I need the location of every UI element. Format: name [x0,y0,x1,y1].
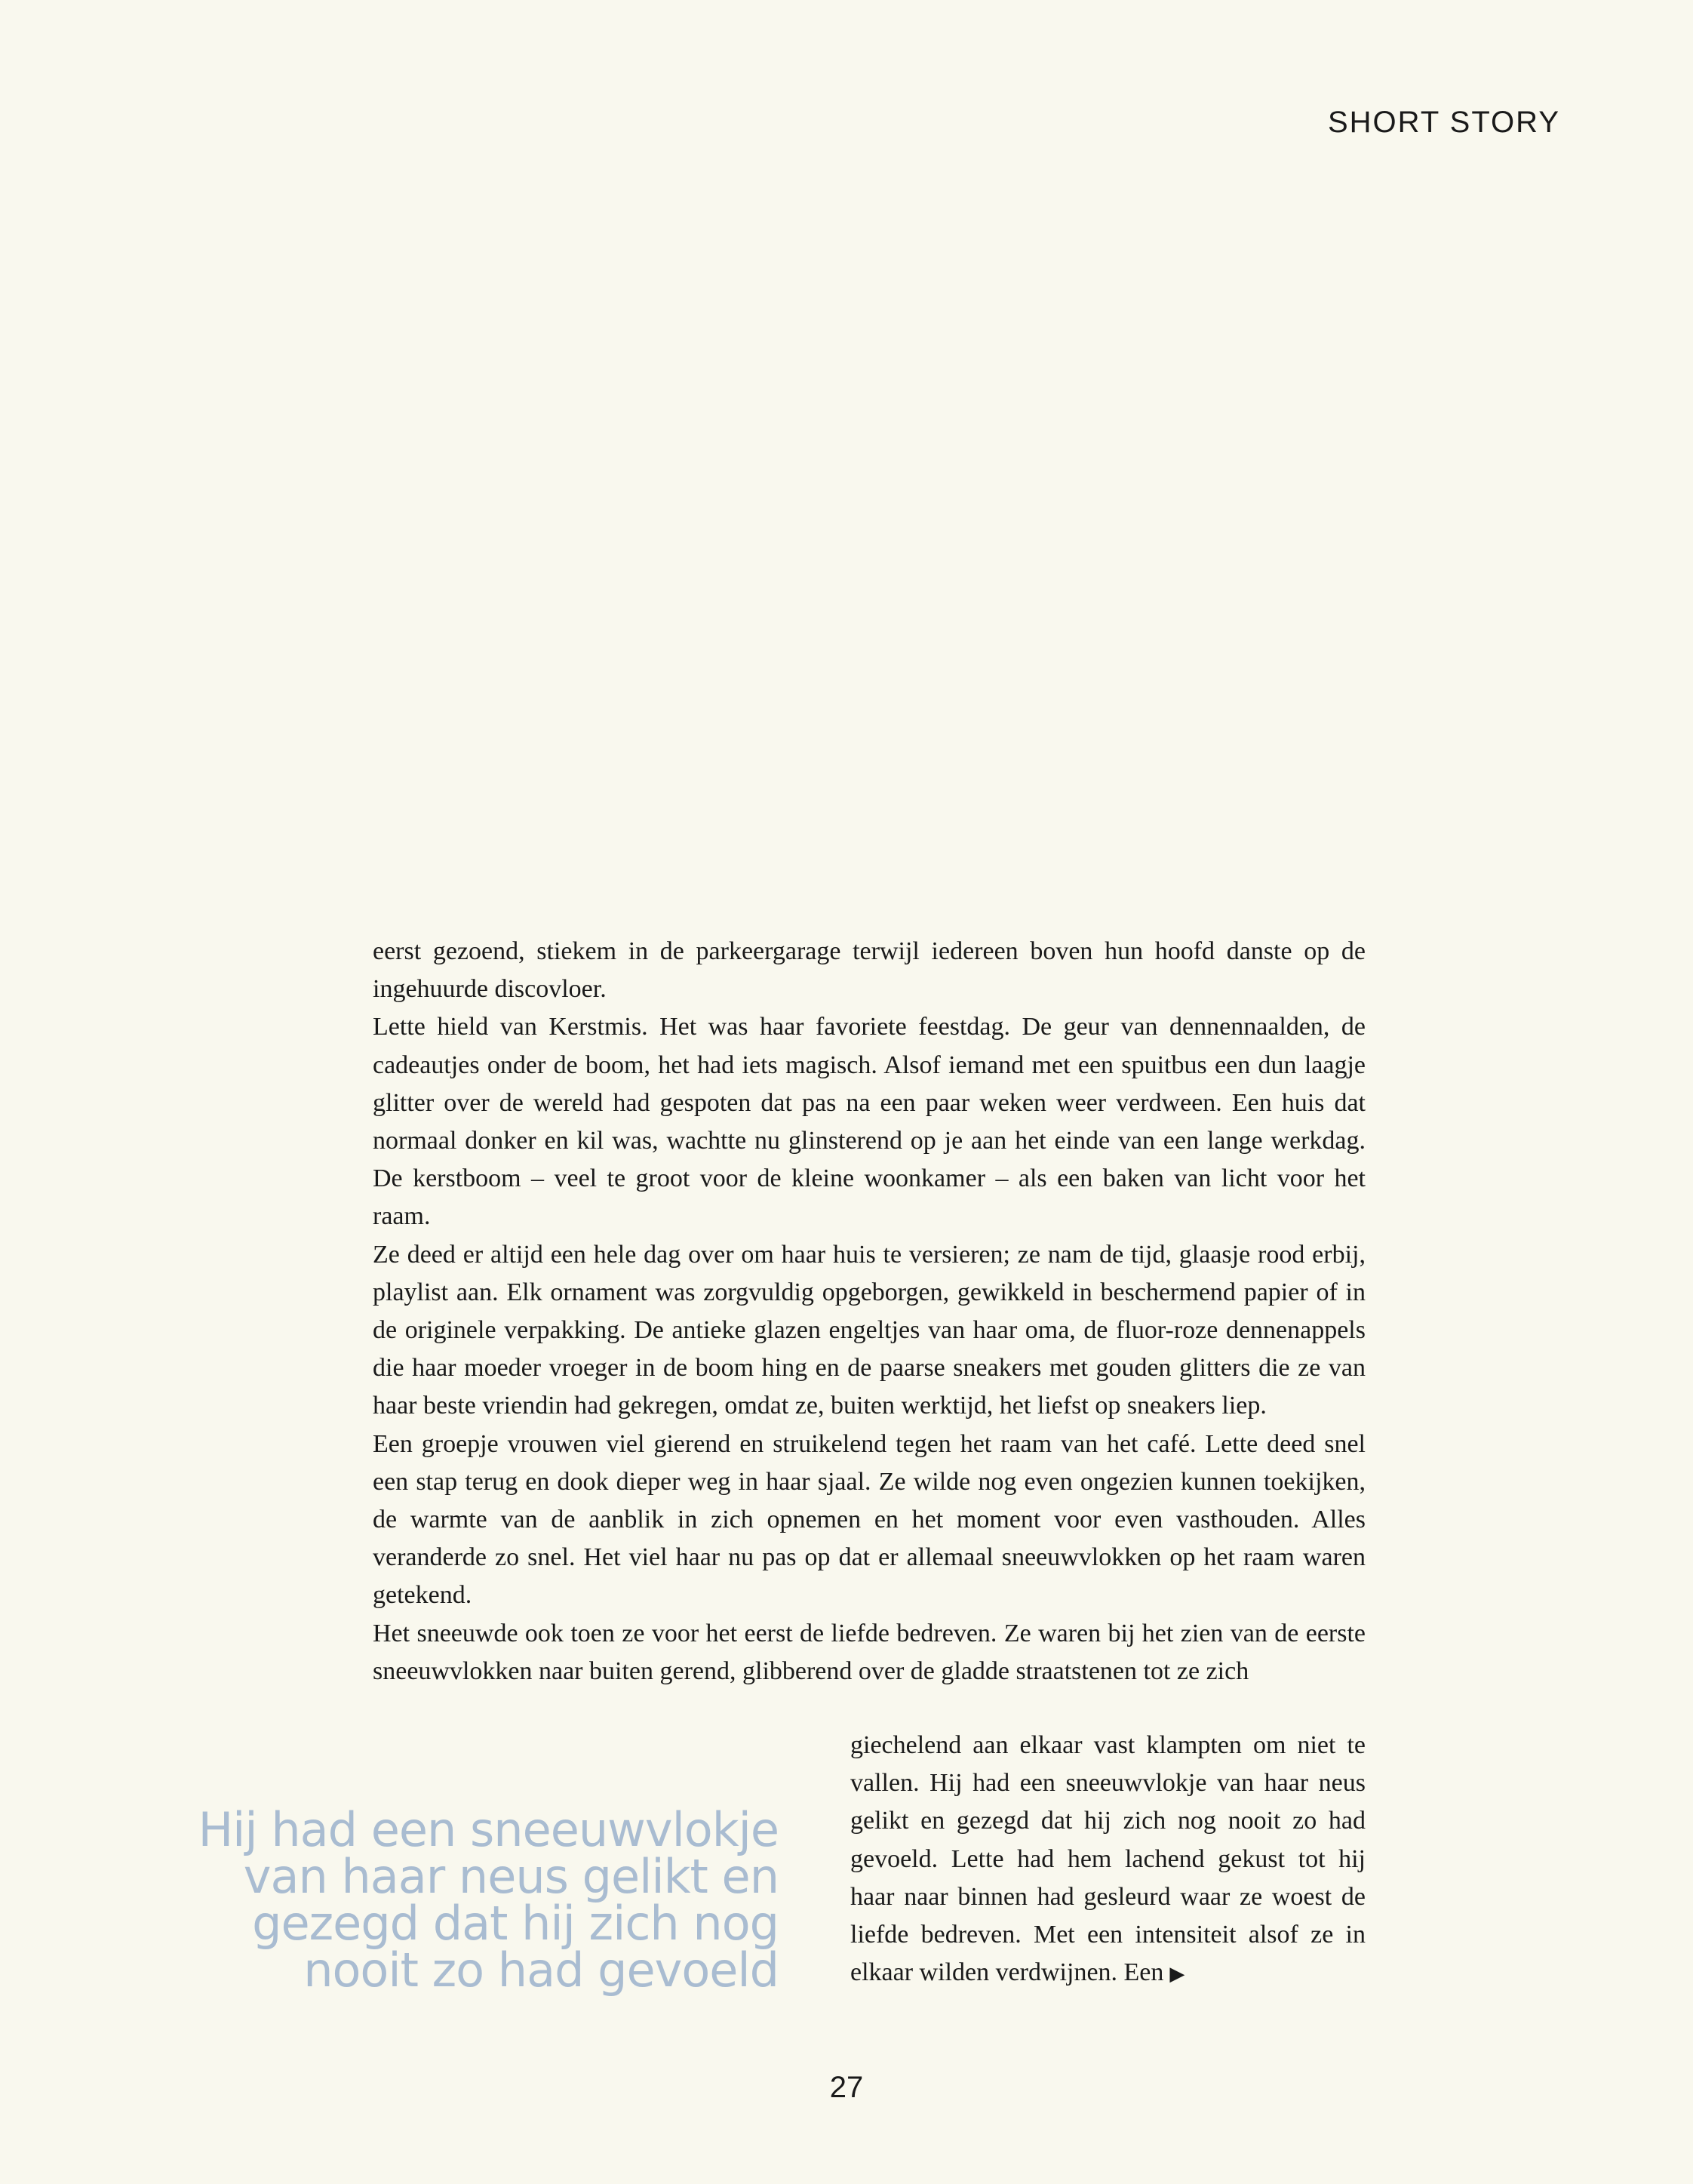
pull-quote-line: nooit zo had gevoeld [303,1943,779,1998]
pull-quote-line: gezegd dat hij zich nog [252,1896,779,1951]
story-continuation-text: giechelend aan elkaar vast klampten om niet te vallen. Hij had een sneeuwvlokje van haar neus gelikt en gezegd dat hij zich nog nooit zo had gevoeld. Lette had hem lachend gekust tot hij haar naar binnen had gesleurd waar ze woest de liefde bedreven. Met een intensiteit alsof ze in elkaar wilden verdwijnen. Een [850,1731,1366,1987]
story-continuation-column [850,1727,1366,1993]
story-paragraph: Lette hield van Kerstmis. Het was haar favoriete feestdag. De geur van dennennaalden, de cadeautjes onder de boom, het had iets magisch. Alsof iemand met een spuitbus een dun laagje glitter over de wereld had gespoten dat pas na een paar weken weer verdween. Een huis dat normaal donker en kil was, wachtte nu glinsterend op je aan het einde van een lange werkdag. De kerstboom – veel te groot voor de kleine woonkamer – als een baken van licht voor het raam. [373,1013,1366,1231]
pull-quote-line: Hij had een sneeuwvlokje [198,1802,779,1857]
continue-arrow-icon: ▶ [1169,1963,1185,1986]
story-paragraph: Ze deed er altijd een hele dag over om haar huis te versieren; ze nam de tijd, glaasje rood erbij, playlist aan. Elk ornament was zorgvuldig opgeborgen, gewikkeld in beschermend papier of in de originele verpakking. De antieke glazen engeltjes van haar oma, de fluor-roze dennenappels die haar moeder vroeger in de boom hing en de paarse sneakers met gouden glitters die ze van haar beste vriendin had gekregen, omdat ze, buiten werktijd, het liefst op sneakers liep. [373,1240,1366,1420]
story-paragraph: Het sneeuwde ook toen ze voor het eerst de liefde bedreven. Ze waren bij het zien van de eerste sneeuwvlokken naar buiten gerend, glibberend over de gladde straatstenen tot ze zich [373,1619,1366,1685]
story-paragraph-continued [850,1727,1366,1993]
section-label: SHORT STORY [1327,106,1560,139]
pull-quote [181,1802,779,1998]
story-paragraph: Een groepje vrouwen viel gierend en struikelend tegen het raam van het café. Lette deed snel een stap terug en dook dieper weg in haar sjaal. Ze wilde nog even ongezien kunnen toekijken, de warmte van de aanblik in zich opnemen en het moment voor even vasthouden. Alles veranderde zo snel. Het viel haar nu pas op dat er allemaal sneeuwvlokken op het raam waren getekend. [373,1429,1366,1610]
pull-quote-line: van haar neus gelikt en [243,1849,779,1904]
story-body [373,933,1366,1690]
page-number: 27 [829,2071,864,2104]
story-paragraph: eerst gezoend, stiekem in de parkeergarage terwijl iedereen boven hun hoofd danste op de ingehuurde discovloer. [373,937,1366,1004]
